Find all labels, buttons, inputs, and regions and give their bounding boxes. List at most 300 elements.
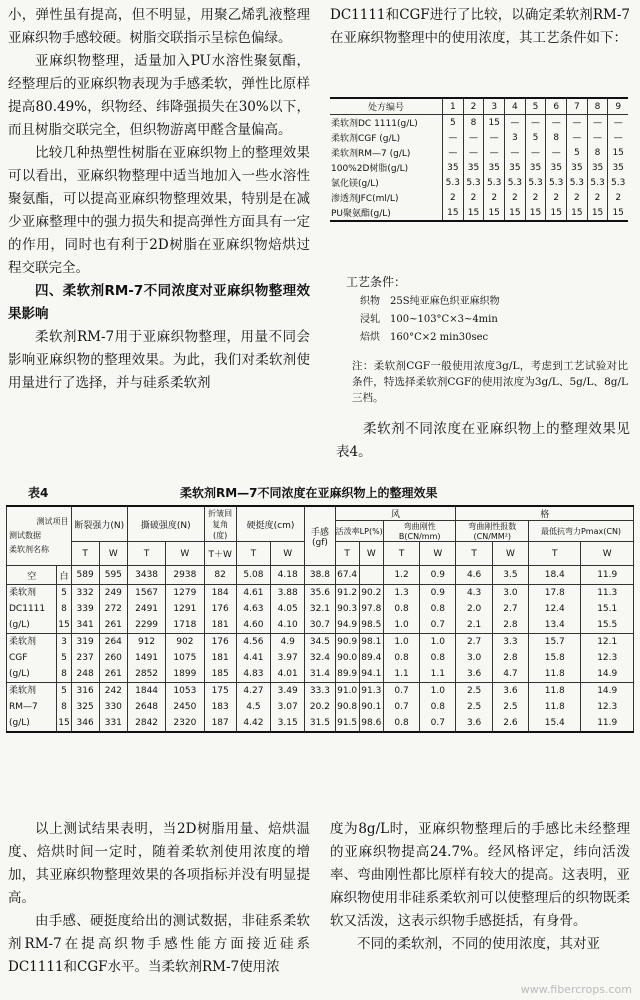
- concentration: [57, 634, 71, 683]
- table-cell: [99, 683, 127, 733]
- cell-value: 4.42: [243, 718, 264, 728]
- cell-value: 31.5: [309, 718, 330, 728]
- table-cell: 1.2: [383, 566, 419, 585]
- col-w: W: [271, 542, 305, 566]
- cell-value: 34.5: [309, 637, 330, 647]
- table-cell: 15: [484, 205, 505, 221]
- cell-value: 902: [176, 637, 194, 647]
- table-cell: 35: [587, 160, 608, 175]
- cell-value: 35.6: [309, 588, 330, 598]
- table-cell: [204, 683, 236, 733]
- cell-value: 1.0: [394, 620, 409, 630]
- corner-label: 测试数据: [9, 531, 41, 540]
- group-name: [7, 585, 57, 634]
- table-cell: [166, 683, 204, 733]
- cell-value: 4.05: [277, 604, 298, 614]
- cell-value: 3.6: [466, 718, 482, 728]
- table-cell: —: [587, 130, 608, 145]
- table-row: [330, 205, 628, 221]
- table-cell: [492, 634, 528, 683]
- table-cell: 82: [204, 566, 236, 585]
- col-w: W: [581, 542, 634, 566]
- cell-value: 260: [104, 653, 122, 663]
- cell-value: 3.0: [466, 653, 482, 663]
- table-cell: 5.3: [443, 175, 464, 190]
- table-cell: 3438: [127, 566, 165, 585]
- table-cell: 5: [443, 115, 464, 131]
- table-cell: [271, 683, 305, 733]
- cell-value: 91.2: [337, 588, 358, 598]
- table-cell: 2: [587, 190, 608, 205]
- cell-value: 0.8: [430, 653, 445, 663]
- row-label: 氯化镁(g/L): [331, 179, 379, 189]
- cell-value: 91.0: [337, 686, 358, 696]
- table-cell: [335, 683, 359, 733]
- group-name-line: RM—7: [9, 702, 38, 712]
- header-cell: 3: [484, 98, 505, 115]
- table-cell: —: [505, 115, 526, 131]
- cell-value: 331: [104, 718, 122, 728]
- table-cell: 35: [443, 160, 464, 175]
- table-cell: [127, 634, 165, 683]
- table-row-group: [7, 634, 634, 683]
- cell-value: 2491: [135, 604, 159, 614]
- cell-value: 3.15: [277, 718, 298, 728]
- group-name-line: 柔软剂: [9, 588, 37, 598]
- header-break: 断裂强力(N): [71, 506, 127, 542]
- row-label: 柔软剂DC 1111(g/L): [331, 119, 418, 129]
- header-crease-label: 折皱回复角: [208, 508, 233, 529]
- process-line: 浸轧 100~103°C×3~4min: [360, 314, 498, 325]
- header-cell: 1: [443, 98, 464, 115]
- table-cell: [581, 683, 634, 733]
- concentration-value: 3: [61, 637, 67, 647]
- table-cell: 2: [484, 190, 505, 205]
- row-label: 柔软剂RM—7 (g/L): [331, 149, 411, 159]
- table-cell: —: [546, 145, 567, 160]
- col-t: T: [335, 542, 359, 566]
- cell-value: 4.83: [243, 669, 264, 679]
- table-cell: 15: [484, 115, 505, 131]
- corner-cell: [7, 506, 72, 566]
- left-column: [8, 4, 310, 395]
- table-cell: —: [567, 130, 588, 145]
- cell-value: 15.5: [597, 620, 618, 630]
- cell-value: 90.9: [337, 637, 358, 647]
- concentration-value: 8: [61, 669, 67, 679]
- cell-value: 20.2: [309, 702, 330, 712]
- table-cell: 35: [525, 160, 546, 175]
- cell-value: 4.60: [243, 620, 264, 630]
- cell-value: 325: [76, 702, 94, 712]
- cell-value: 0.8: [394, 604, 409, 614]
- cell-value: 1.0: [394, 637, 409, 647]
- table-cell: 3: [505, 130, 526, 145]
- cell-value: 341: [76, 620, 94, 630]
- cell-value: 185: [211, 669, 229, 679]
- cell-value: 1899: [173, 669, 197, 679]
- cell-value: 1075: [173, 653, 197, 663]
- header-bend2: 弯曲刚性报数(CN/MM²): [456, 521, 529, 542]
- col-w: W: [420, 542, 456, 566]
- right-column-intro: [330, 4, 630, 50]
- table-cell: 15: [608, 205, 628, 221]
- header-cell: 4: [505, 98, 526, 115]
- table-cell: [204, 585, 236, 634]
- table-cell: [581, 585, 634, 634]
- table-cell: 15: [505, 205, 526, 221]
- concentration-value: 8: [61, 604, 67, 614]
- table-cell: 5.08: [236, 566, 270, 585]
- row-label: 渗透剂JFC(ml/L): [331, 194, 399, 204]
- table-cell: [204, 634, 236, 683]
- cell-value: 181: [211, 653, 229, 663]
- table-cell: 2: [463, 190, 484, 205]
- cell-value: 32.4: [309, 653, 330, 663]
- table-cell: 5.3: [546, 175, 567, 190]
- note: [352, 358, 628, 406]
- cell-value: 2.5: [466, 686, 482, 696]
- cell-value: 0.8: [430, 702, 445, 712]
- table-cell: [71, 634, 99, 683]
- table-cell: [420, 634, 456, 683]
- header-grid: 格: [456, 506, 634, 521]
- table-cell: 11.9: [581, 566, 634, 585]
- cell-value: 4.9: [280, 637, 295, 647]
- cell-value: 89.9: [337, 669, 358, 679]
- paragraph: 不同的柔软剂，不同的使用浓度，其对亚: [357, 936, 600, 952]
- group-name-line: (g/L): [9, 620, 30, 630]
- table-cell: 35: [567, 160, 588, 175]
- cell-value: 17.8: [544, 588, 565, 598]
- cell-value: 0.7: [430, 620, 445, 630]
- cell-value: 90.2: [361, 588, 382, 598]
- table-cell: [420, 585, 456, 634]
- cell-value: 11.8: [544, 686, 565, 696]
- cell-value: 4.7: [503, 669, 518, 679]
- table-cell: [305, 683, 335, 733]
- cell-value: 346: [76, 718, 94, 728]
- table-cell: —: [484, 130, 505, 145]
- cell-value: 11.8: [544, 702, 565, 712]
- cell-value: 13.4: [544, 620, 565, 630]
- table-cell: [383, 585, 419, 634]
- process-conditions: [346, 272, 626, 347]
- bottom-right-column: [330, 818, 630, 956]
- table-cell: 35: [546, 160, 567, 175]
- header-cell: 8: [587, 98, 608, 115]
- cell-value: 0.7: [394, 686, 409, 696]
- group-name-line: 柔软剂: [9, 637, 37, 647]
- table-cell: 5.3: [567, 175, 588, 190]
- table-cell: 15: [567, 205, 588, 221]
- row-label: 100%2D树脂(g/L): [331, 164, 409, 174]
- table-cell: —: [463, 145, 484, 160]
- cell-value: 319: [76, 637, 94, 647]
- header-hand: [305, 506, 335, 566]
- cell-value: 12.4: [544, 604, 565, 614]
- paragraph: 柔软剂RM-7用于亚麻织物整理，用量不同会影响亚麻织物的整理效果。为此，我们对柔软剂使用量进行了选择，并与硅系柔软剂: [8, 329, 310, 391]
- table-cell: 2938: [166, 566, 204, 585]
- table-cell: [581, 634, 634, 683]
- cell-value: 90.3: [337, 604, 358, 614]
- header-wind: 风: [335, 506, 456, 521]
- table-cell: 0.9: [420, 566, 456, 585]
- table-cell: [456, 683, 492, 733]
- table-cell: 589: [71, 566, 99, 585]
- col-w: W: [166, 542, 204, 566]
- table-cell: [99, 634, 127, 683]
- concentration-value: 5: [61, 686, 67, 696]
- header-hand-label: 手感: [310, 527, 329, 538]
- cell-value: 2842: [135, 718, 159, 728]
- cell-value: 90.0: [337, 653, 358, 663]
- table-row-group: [7, 683, 634, 733]
- table-cell: [359, 585, 383, 634]
- col-tw: T＋W: [204, 542, 236, 566]
- cell-value: 181: [211, 620, 229, 630]
- header-cell: 6: [546, 98, 567, 115]
- col-w: W: [99, 542, 127, 566]
- cell-value: 98.1: [361, 637, 382, 647]
- table-cell: [529, 683, 581, 733]
- header-stiff: 硬挺度(cm): [236, 506, 305, 542]
- cell-value: 3.3: [503, 637, 518, 647]
- table-cell: 2: [608, 190, 628, 205]
- right-column-para: [336, 418, 630, 464]
- cell-value: 1718: [173, 620, 197, 630]
- table-cell: [492, 683, 528, 733]
- cell-value: 176: [211, 604, 229, 614]
- table-cell: —: [567, 115, 588, 131]
- table-cell: 5: [567, 145, 588, 160]
- cell-value: 0.8: [394, 653, 409, 663]
- table-cell: —: [484, 145, 505, 160]
- col-t: T: [383, 542, 419, 566]
- cell-value: 272: [104, 604, 122, 614]
- table-cell: 2: [546, 190, 567, 205]
- table-cell: [236, 683, 270, 733]
- table-cell: [127, 585, 165, 634]
- table-cell: —: [443, 130, 464, 145]
- header-label-cell: 处方编号: [330, 98, 443, 115]
- concentration-value: 8: [61, 702, 67, 712]
- cell-value: 1.1: [394, 669, 409, 679]
- header-cell: 2: [463, 98, 484, 115]
- table-cell: [359, 566, 383, 585]
- cell-value: 175: [211, 686, 229, 696]
- table-cell: 5.3: [587, 175, 608, 190]
- cell-value: 1.0: [430, 637, 445, 647]
- table-cell: 595: [99, 566, 127, 585]
- table-row: [330, 160, 628, 175]
- table-cell: 3.5: [492, 566, 528, 585]
- table-cell: 15: [443, 205, 464, 221]
- table-cell: [166, 585, 204, 634]
- cell-value: 1567: [135, 588, 159, 598]
- cell-value: 0.9: [430, 588, 445, 598]
- cell-value: 11.8: [544, 669, 565, 679]
- cell-value: 91.3: [361, 686, 382, 696]
- cell-value: 0.8: [430, 604, 445, 614]
- section-heading: 四、柔软剂RM-7不同浓度对亚麻织物整理效果影响: [8, 283, 310, 322]
- cell-value: 4.27: [243, 686, 264, 696]
- cell-value: 912: [137, 637, 156, 647]
- table-number: 表4: [28, 486, 49, 500]
- cell-value: 3.07: [277, 702, 298, 712]
- header-cell: 9: [608, 98, 628, 115]
- table-header-row: [330, 98, 628, 115]
- table-cell: [99, 585, 127, 634]
- row-label: 柔软剂CGF (g/L): [331, 134, 401, 144]
- group-name: [7, 683, 57, 733]
- cell-value: 4.10: [277, 620, 298, 630]
- table-cell: [383, 683, 419, 733]
- col-t: T: [529, 542, 581, 566]
- cell-value: 11.9: [597, 718, 618, 728]
- table-cell: 5.3: [484, 175, 505, 190]
- col-w: W: [492, 542, 528, 566]
- table-cell: —: [525, 145, 546, 160]
- table-cell: 38.8: [305, 566, 335, 585]
- table-cell: 8: [546, 130, 567, 145]
- cell-value: 14.9: [597, 686, 618, 696]
- table-cell: 15: [608, 145, 628, 160]
- cell-value: 2648: [135, 702, 159, 712]
- paragraph: 柔软剂不同浓度在亚麻织物上的整理效果见表4。: [336, 421, 630, 460]
- cell-value: 2.6: [503, 718, 518, 728]
- cell-value: 330: [104, 702, 122, 712]
- cell-value: 261: [104, 620, 122, 630]
- cell-value: 1053: [173, 686, 197, 696]
- cell-value: 90.8: [337, 702, 358, 712]
- concentration-value: 15: [58, 620, 70, 630]
- cell-value: 316: [76, 686, 94, 696]
- cell-value: 12.3: [597, 653, 618, 663]
- table-cell: —: [443, 145, 464, 160]
- cell-value: 15.4: [544, 718, 565, 728]
- table-row: [330, 115, 628, 131]
- cell-value: 4.56: [243, 637, 264, 647]
- cell-value: 4.41: [243, 653, 264, 663]
- table-cell: [305, 634, 335, 683]
- table-row-group: [7, 585, 634, 634]
- bottom-left-column: [8, 818, 310, 979]
- table-cell: 8: [463, 115, 484, 131]
- paragraph: 亚麻织物整理，适量加入PU水溶性聚氨酯，经整理后的亚麻织物表现为手感柔软，弹性比原样提高80.49%，织物经、纬降强损失在30%以下，而且树脂交联完全，但织物游离甲醛含量偏高。: [8, 53, 310, 138]
- cell-value: 11.3: [597, 588, 618, 598]
- cell-value: 14.9: [597, 669, 618, 679]
- table-cell: —: [546, 115, 567, 131]
- table-cell: —: [505, 145, 526, 160]
- cell-value: 32.1: [309, 604, 330, 614]
- cell-value: 3.6: [503, 686, 518, 696]
- cell-value: 242: [104, 686, 122, 696]
- table-cell: [335, 585, 359, 634]
- table-cell: 35: [463, 160, 484, 175]
- cell-value: 33.3: [309, 686, 330, 696]
- paragraph: DC1111和CGF进行了比较，以确定柔软剂RM-7在亚麻织物整理中的使用浓度，其工艺条件如下：: [330, 7, 630, 46]
- cell-value: 3.49: [277, 686, 298, 696]
- table-cell: [166, 634, 204, 683]
- row-label: PU聚氨酯(g/L): [330, 205, 443, 221]
- table-cell: 15: [546, 205, 567, 221]
- table-row: [330, 190, 628, 205]
- concentration-value: 5: [61, 653, 67, 663]
- cell-value: 1.3: [394, 588, 409, 598]
- table-cell: [271, 585, 305, 634]
- cell-value: 1279: [173, 588, 197, 598]
- group-name: [7, 634, 57, 683]
- cell-value: 3.97: [277, 653, 298, 663]
- table-cell: [359, 683, 383, 733]
- cell-value: 4.01: [277, 669, 298, 679]
- header-tear: 撕破强度(N): [127, 506, 204, 542]
- cell-value: 2.8: [503, 653, 518, 663]
- table-cell: [127, 683, 165, 733]
- cell-value: 261: [104, 669, 122, 679]
- row-sub-label: 白: [57, 566, 71, 585]
- cell-value: 183: [211, 702, 229, 712]
- table-cell: [359, 634, 383, 683]
- process-line: 织物 25S纯亚麻色织亚麻织物: [360, 296, 500, 307]
- cell-value: 0.7: [430, 718, 445, 728]
- cell-value: 2.1: [466, 620, 482, 630]
- table-cell: 5.3: [608, 175, 628, 190]
- cell-value: 339: [76, 604, 94, 614]
- corner-label: 测试项目: [36, 517, 69, 526]
- table-cell: 15: [463, 205, 484, 221]
- cell-value: 3.88: [277, 588, 298, 598]
- cell-value: 4.63: [243, 604, 264, 614]
- table-cell: [71, 585, 99, 634]
- table-cell: 15: [587, 205, 608, 221]
- header-cell: 5: [525, 98, 546, 115]
- col-w: W: [359, 542, 383, 566]
- cell-value: 15.7: [544, 637, 565, 647]
- concentration-value: 15: [58, 718, 70, 728]
- group-name-line: (g/L): [9, 669, 30, 679]
- header-cell: 7: [567, 98, 588, 115]
- table-cell: 35: [505, 160, 526, 175]
- cell-value: 1291: [173, 604, 197, 614]
- recipe-table: [330, 97, 628, 222]
- table-cell: —: [463, 130, 484, 145]
- table-cell: [383, 634, 419, 683]
- table-cell: 67.4: [335, 566, 359, 585]
- note-text: 注：柔软剂CGF一般使用浓度3g/L，考虑到工艺试验对比条件，特选择柔软剂CGF的使用浓度为3g/L、5g/L、8g/L三档。: [352, 360, 628, 404]
- cell-value: 2.5: [466, 702, 482, 712]
- table-cell: [420, 683, 456, 733]
- cell-value: 4.61: [243, 588, 264, 598]
- results-table: [6, 505, 634, 733]
- cell-value: 2.0: [466, 604, 482, 614]
- header-bend1: 弯曲刚性B(CN/mm): [383, 521, 456, 542]
- table-cell: [529, 585, 581, 634]
- group-name-line: (g/L): [9, 718, 30, 728]
- header-crease: [204, 506, 236, 542]
- concentration-value: 5: [61, 588, 67, 598]
- table-row: [330, 175, 628, 190]
- cell-value: 15.8: [544, 653, 565, 663]
- corner-label: 柔软剂名称: [9, 545, 49, 554]
- cell-value: 187: [211, 718, 229, 728]
- table-cell: 15: [525, 205, 546, 221]
- cell-value: 98.6: [361, 718, 382, 728]
- table-cell: [492, 585, 528, 634]
- table-cell: 5.3: [505, 175, 526, 190]
- paragraph: 小，弹性虽有提高，但不明显，用聚乙烯乳液整理亚麻织物手感较硬。树脂交联指示呈棕色偏绿。: [8, 7, 310, 46]
